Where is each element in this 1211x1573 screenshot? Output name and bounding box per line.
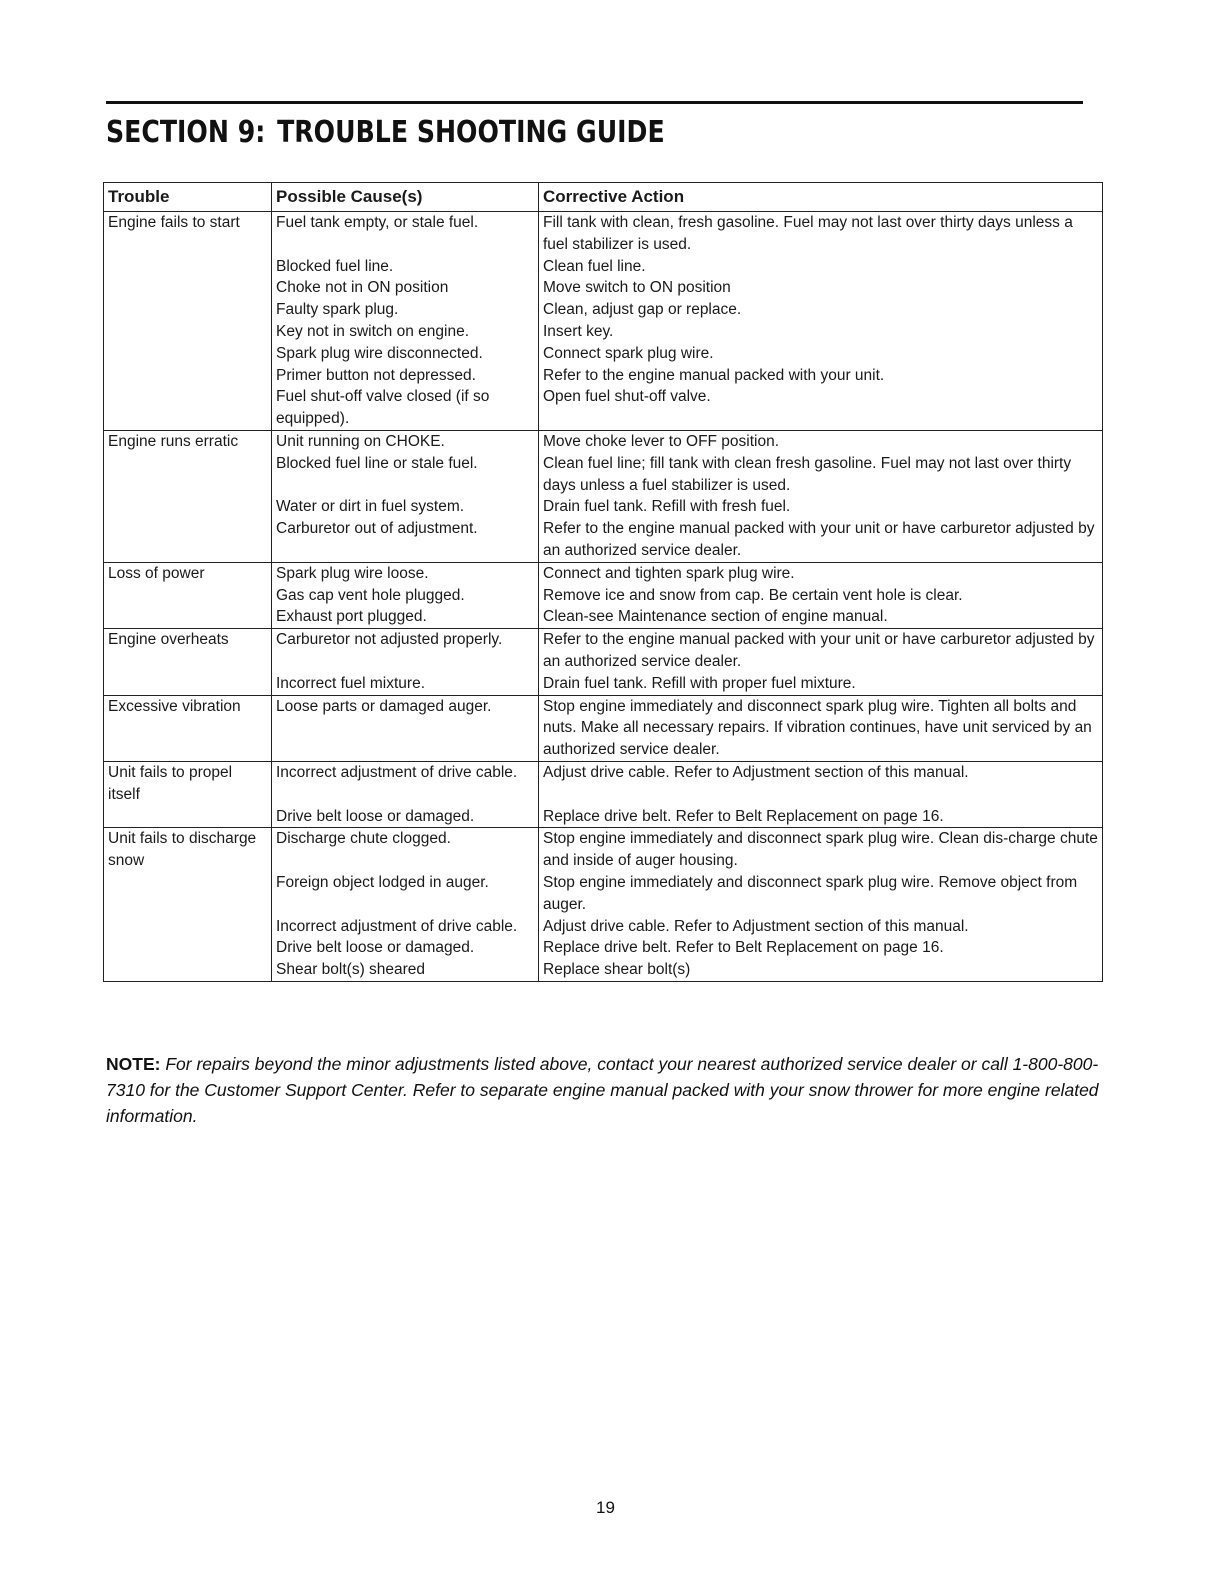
cause-cell: Fuel shut-off valve closed (if so equipped).: [272, 386, 539, 430]
cause-cell: Incorrect adjustment of drive cable.: [272, 761, 539, 805]
action-cell: Move switch to ON position: [539, 277, 1103, 299]
action-cell: Connect and tighten spark plug wire.: [539, 562, 1103, 584]
cause-cell: Incorrect fuel mixture.: [272, 673, 539, 695]
trouble-cell: [104, 959, 272, 981]
table-row: [104, 430, 1103, 452]
action-cell: Refer to the engine manual packed with your unit or have carburetor adjusted by an authorized service dealer.: [539, 518, 1103, 562]
cause-cell: Exhaust port plugged.: [272, 606, 539, 628]
action-cell: Clean fuel line; fill tank with clean fresh gasoline. Fuel may not last over thirty days unless a fuel stabilizer is used.: [539, 453, 1103, 497]
cause-cell: Shear bolt(s) sheared: [272, 959, 539, 981]
cause-cell: Fuel tank empty, or stale fuel.: [272, 212, 539, 256]
note: [106, 1051, 1106, 1129]
trouble-cell: [104, 806, 272, 828]
trouble-cell: [104, 585, 272, 607]
table-row: [104, 959, 1103, 981]
action-cell: Open fuel shut-off valve.: [539, 386, 1103, 430]
table-row: [104, 872, 1103, 916]
table-row: [104, 585, 1103, 607]
cause-cell: Incorrect adjustment of drive cable.: [272, 916, 539, 938]
action-cell: Replace drive belt. Refer to Belt Replacement on page 16.: [539, 937, 1103, 959]
action-cell: Insert key.: [539, 321, 1103, 343]
action-cell: Drain fuel tank. Refill with proper fuel mixture.: [539, 673, 1103, 695]
cause-cell: Faulty spark plug.: [272, 299, 539, 321]
cause-cell: Water or dirt in fuel system.: [272, 496, 539, 518]
cause-cell: Choke not in ON position: [272, 277, 539, 299]
trouble-cell: [104, 453, 272, 497]
trouble-cell: [104, 365, 272, 387]
section-title-text: TROUBLE SHOOTING GUIDE: [277, 115, 665, 150]
trouble-cell: [104, 277, 272, 299]
cause-cell: Carburetor out of adjustment.: [272, 518, 539, 562]
column-header-cause: Possible Cause(s): [272, 183, 539, 212]
cause-cell: Blocked fuel line or stale fuel.: [272, 453, 539, 497]
action-cell: Move choke lever to OFF position.: [539, 430, 1103, 452]
table-row: [104, 321, 1103, 343]
action-cell: Connect spark plug wire.: [539, 343, 1103, 365]
trouble-cell: [104, 386, 272, 430]
action-cell: Remove ice and snow from cap. Be certain vent hole is clear.: [539, 585, 1103, 607]
action-cell: Replace shear bolt(s): [539, 959, 1103, 981]
cause-cell: Spark plug wire disconnected.: [272, 343, 539, 365]
trouble-cell: [104, 606, 272, 628]
cause-cell: Gas cap vent hole plugged.: [272, 585, 539, 607]
table-row: [104, 806, 1103, 828]
note-label: NOTE:: [106, 1054, 161, 1074]
cause-cell: Drive belt loose or damaged.: [272, 937, 539, 959]
trouble-cell: [104, 299, 272, 321]
trouble-cell: [104, 937, 272, 959]
table-row: [104, 343, 1103, 365]
trouble-cell: [104, 256, 272, 278]
table-row: [104, 256, 1103, 278]
action-cell: Stop engine immediately and disconnect spark plug wire. Clean dis-charge chute and inside of auger housing.: [539, 828, 1103, 872]
table-row: [104, 453, 1103, 497]
trouble-cell: [104, 343, 272, 365]
action-cell: Stop engine immediately and disconnect spark plug wire. Remove object from auger.: [539, 872, 1103, 916]
cause-cell: Carburetor not adjusted properly.: [272, 629, 539, 673]
section-label: SECTION 9:: [106, 115, 266, 150]
page-number: 19: [596, 1498, 615, 1517]
trouble-cell: [104, 916, 272, 938]
table-row: [104, 518, 1103, 562]
table-row: [104, 937, 1103, 959]
cause-cell: Blocked fuel line.: [272, 256, 539, 278]
trouble-cell: [104, 673, 272, 695]
action-cell: Refer to the engine manual packed with your unit or have carburetor adjusted by an authorized service dealer.: [539, 629, 1103, 673]
action-cell: Clean, adjust gap or replace.: [539, 299, 1103, 321]
action-cell: Stop engine immediately and disconnect spark plug wire. Tighten all bolts and nuts. Make all necessary repairs. If vibration continues, have unit serviced by an authorized service dealer.: [539, 695, 1103, 761]
column-header-action: Corrective Action: [539, 183, 1103, 212]
note-text: For repairs beyond the minor adjustments listed above, contact your nearest authorized service dealer or call 1-800-800-7310 for the Customer Support Center. Refer to separate engine manual packed with your snow thrower for more engine related information.: [106, 1054, 1099, 1126]
cause-cell: Discharge chute clogged.: [272, 828, 539, 872]
action-cell: Fill tank with clean, fresh gasoline. Fuel may not last over thirty days unless a fuel stabilizer is used.: [539, 212, 1103, 256]
table-row: [104, 299, 1103, 321]
action-cell: Replace drive belt. Refer to Belt Replacement on page 16.: [539, 806, 1103, 828]
table-row: [104, 365, 1103, 387]
cause-cell: Key not in switch on engine.: [272, 321, 539, 343]
table-body: [104, 212, 1103, 982]
trouble-cell: [104, 496, 272, 518]
table-row: [104, 695, 1103, 761]
table-row: [104, 629, 1103, 673]
cause-cell: Spark plug wire loose.: [272, 562, 539, 584]
table-row: [104, 673, 1103, 695]
trouble-cell: Engine runs erratic: [104, 430, 272, 452]
trouble-shooting-table: [103, 182, 1103, 982]
section-title: [106, 114, 665, 152]
table-row: [104, 916, 1103, 938]
table-row: [104, 828, 1103, 872]
action-cell: Drain fuel tank. Refill with fresh fuel.: [539, 496, 1103, 518]
action-cell: Adjust drive cable. Refer to Adjustment section of this manual.: [539, 761, 1103, 805]
trouble-cell: Unit fails to propel itself: [104, 761, 272, 805]
trouble-cell: [104, 872, 272, 916]
trouble-cell: Unit fails to discharge snow: [104, 828, 272, 872]
trouble-cell: Excessive vibration: [104, 695, 272, 761]
action-cell: Clean-see Maintenance section of engine manual.: [539, 606, 1103, 628]
action-cell: Adjust drive cable. Refer to Adjustment section of this manual.: [539, 916, 1103, 938]
cause-cell: Foreign object lodged in auger.: [272, 872, 539, 916]
cause-cell: Primer button not depressed.: [272, 365, 539, 387]
table-row: [104, 496, 1103, 518]
top-rule: [106, 101, 1083, 104]
cause-cell: Drive belt loose or damaged.: [272, 806, 539, 828]
table-row: [104, 277, 1103, 299]
table-row: [104, 212, 1103, 256]
trouble-cell: Engine overheats: [104, 629, 272, 673]
table-row: [104, 562, 1103, 584]
cause-cell: Loose parts or damaged auger.: [272, 695, 539, 761]
trouble-cell: [104, 518, 272, 562]
cause-cell: Unit running on CHOKE.: [272, 430, 539, 452]
table-row: [104, 386, 1103, 430]
action-cell: Refer to the engine manual packed with your unit.: [539, 365, 1103, 387]
table-row: [104, 606, 1103, 628]
table-row: [104, 761, 1103, 805]
table-header-row: [104, 183, 1103, 212]
trouble-cell: Engine fails to start: [104, 212, 272, 256]
action-cell: Clean fuel line.: [539, 256, 1103, 278]
trouble-cell: [104, 321, 272, 343]
column-header-trouble: Trouble: [104, 183, 272, 212]
trouble-cell: Loss of power: [104, 562, 272, 584]
